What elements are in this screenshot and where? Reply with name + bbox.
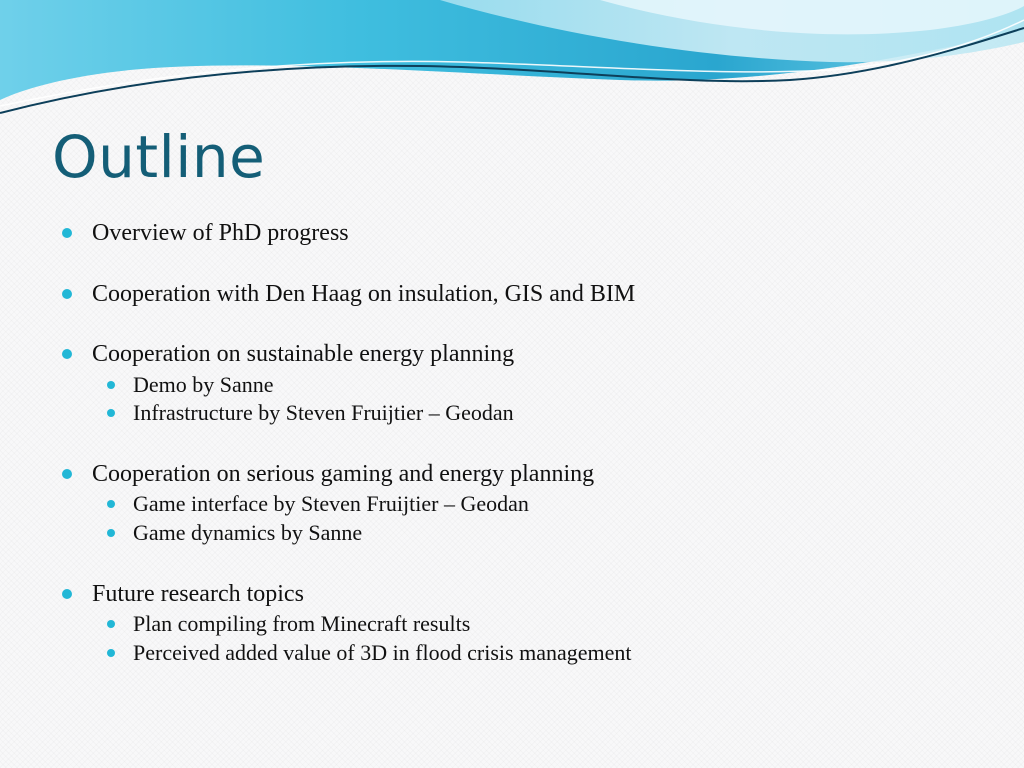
list-item-text: Cooperation on sustainable energy planning (92, 341, 515, 367)
bullet-icon (62, 589, 72, 599)
list-item (92, 340, 514, 368)
list-item-text: Perceived added value of 3D in flood crisis management (133, 640, 632, 665)
bullet-icon (62, 289, 72, 299)
bullet-icon (107, 620, 115, 628)
list-item-text: Infrastructure by Steven Fruijtier – Geodan (133, 400, 514, 425)
bullet-icon (62, 469, 72, 479)
list-item-text: Game dynamics by Sanne (133, 520, 363, 545)
slide-title: Outline (52, 123, 266, 191)
list-item-text: Future research topics (92, 581, 304, 607)
bullet-icon (62, 228, 72, 238)
list-item-text: Cooperation on serious gaming and energy planning (92, 461, 595, 487)
list-subitem (133, 520, 362, 546)
list-item-text: Overview of PhD progress (92, 220, 349, 246)
list-subitem (133, 640, 632, 666)
header-wave-decoration (0, 0, 1024, 130)
list-subitem (133, 491, 529, 517)
list-item-text: Plan compiling from Minecraft results (133, 611, 471, 636)
list-item (92, 580, 304, 608)
bullet-icon (107, 409, 115, 417)
list-item (92, 219, 349, 247)
bullet-icon (107, 529, 115, 537)
list-subitem (133, 611, 470, 637)
list-item-text: Cooperation with Den Haag on insulation, GIS and BIM (92, 281, 636, 307)
list-item-text: Game interface by Steven Fruijtier – Geodan (133, 491, 529, 516)
list-subitem (133, 400, 514, 426)
list-subitem (133, 372, 274, 398)
bullet-icon (107, 381, 115, 389)
bullet-icon (62, 349, 72, 359)
bullet-icon (107, 500, 115, 508)
list-item (92, 280, 635, 308)
list-item (92, 460, 594, 488)
bullet-icon (107, 649, 115, 657)
list-item-text: Demo by Sanne (133, 372, 274, 397)
